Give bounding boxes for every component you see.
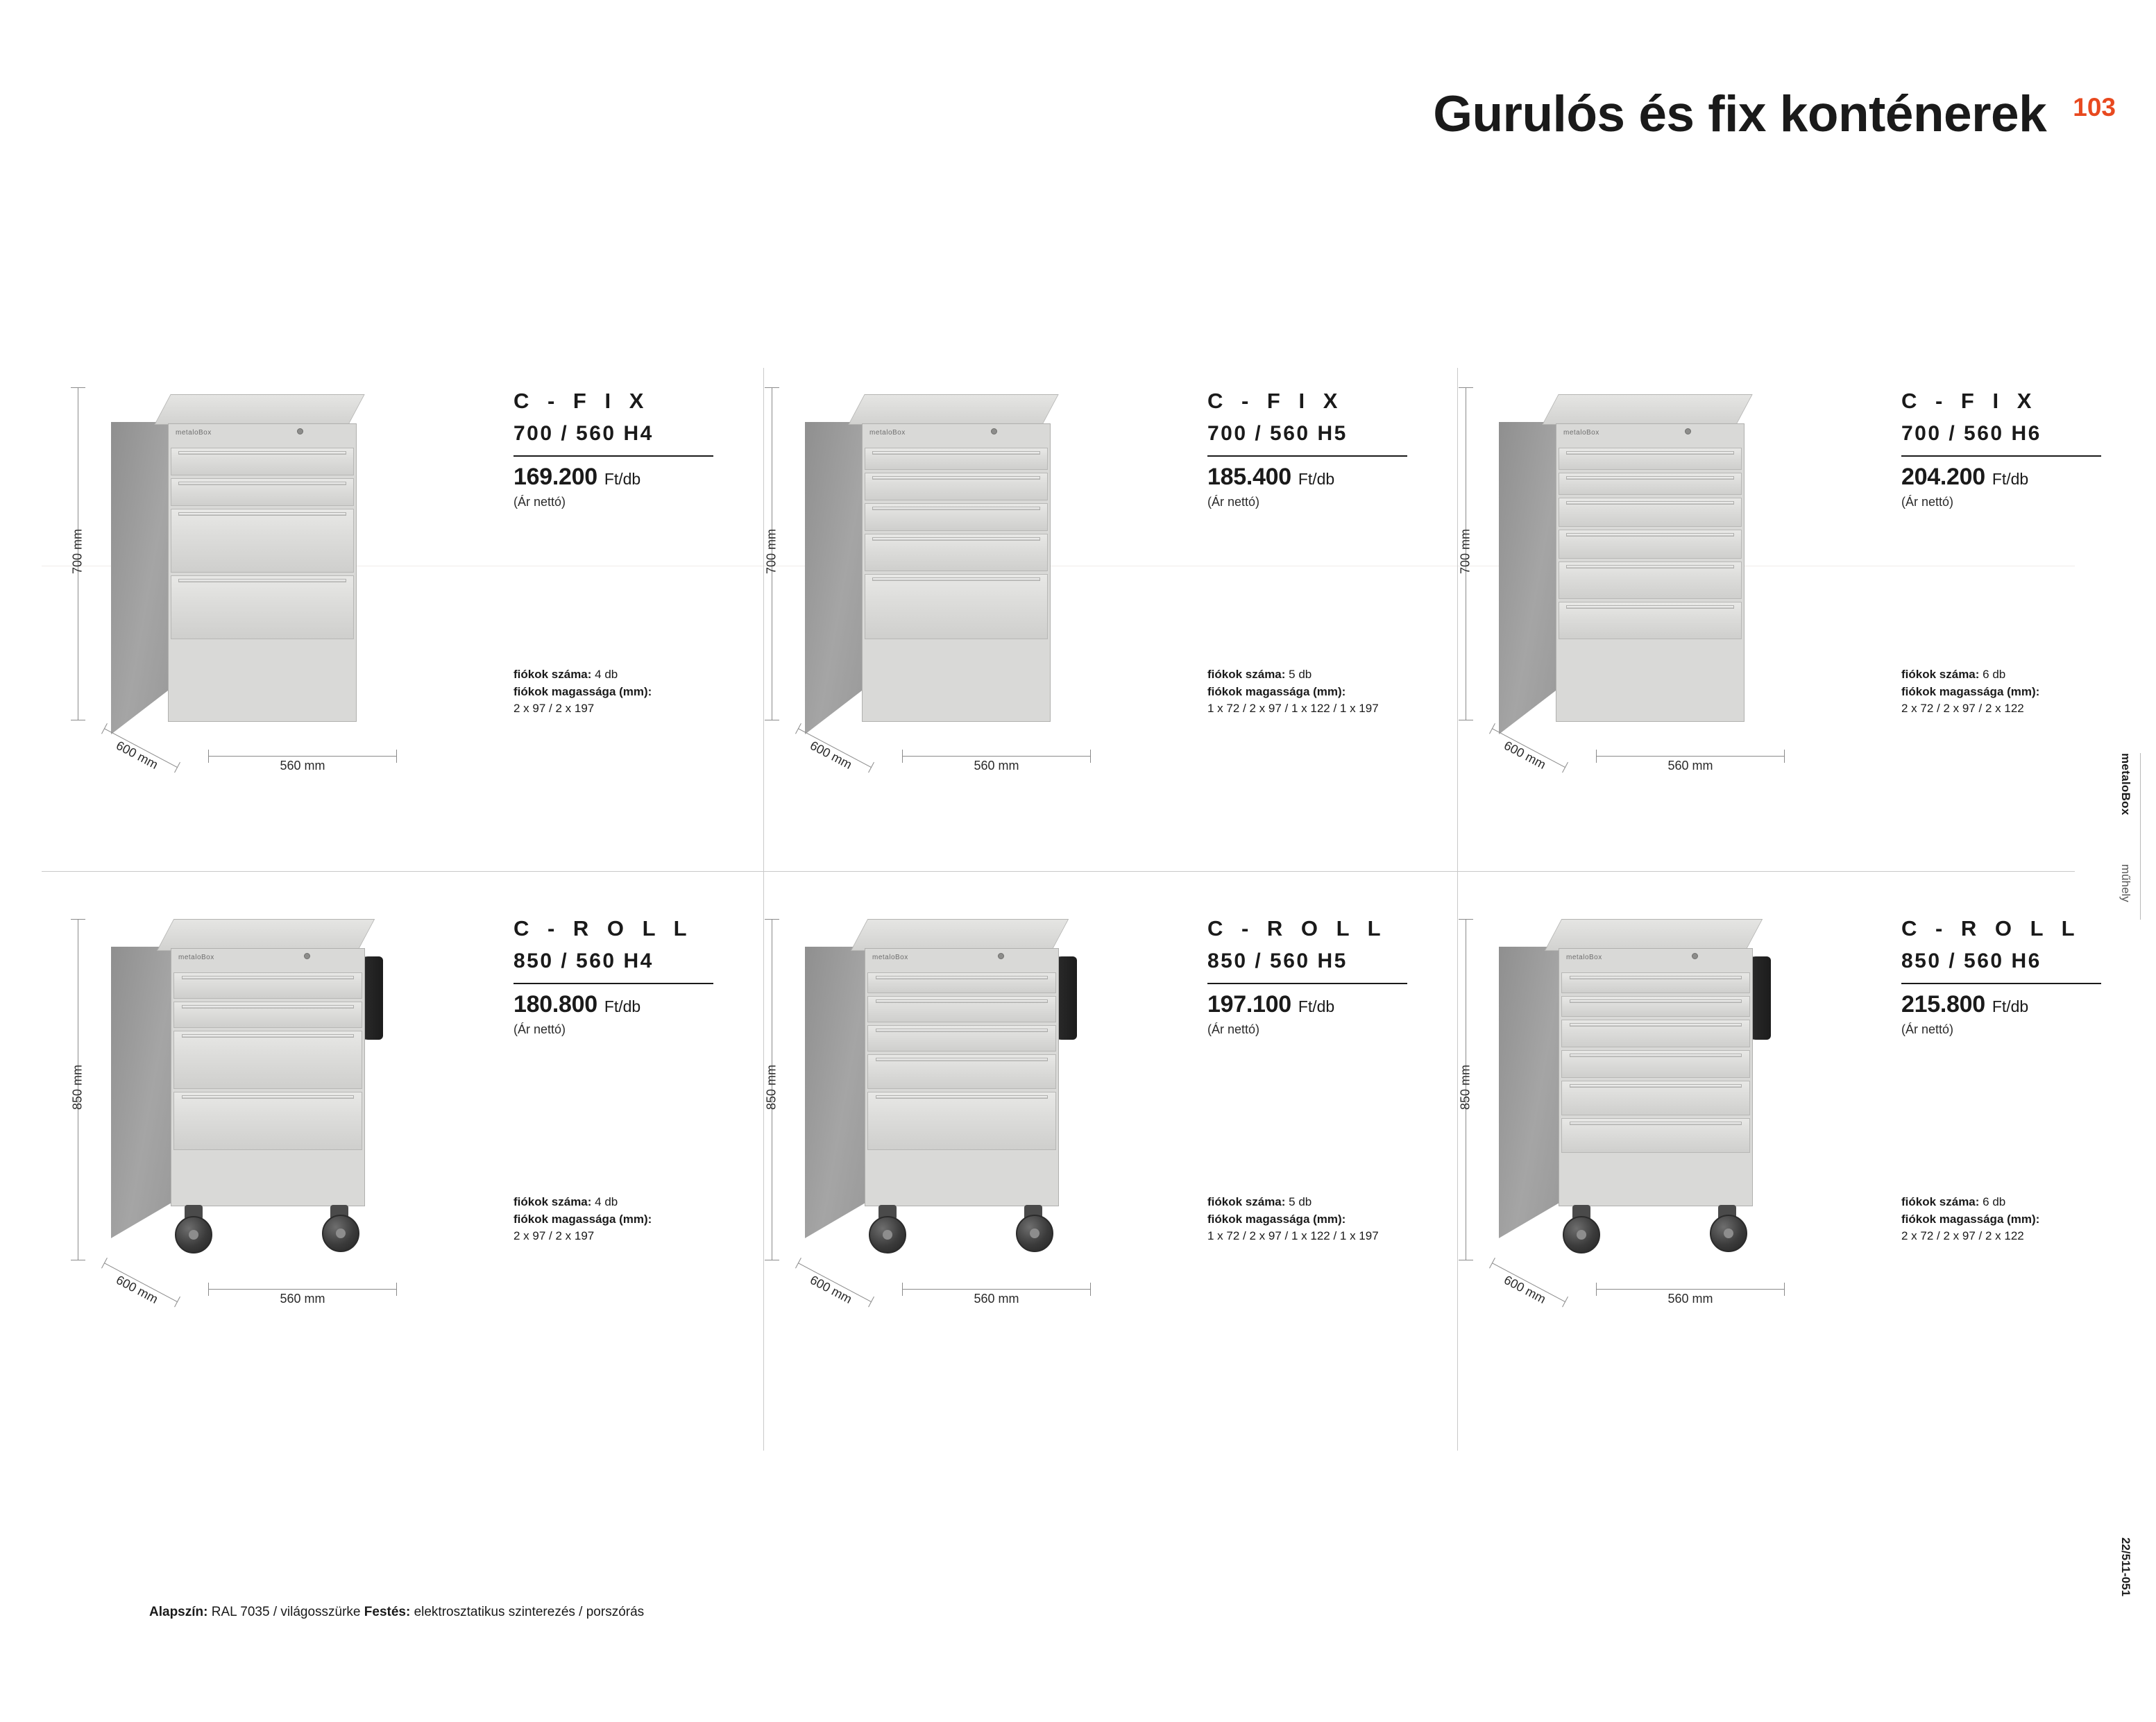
drawer-heights-label: fiókok magassága (mm): bbox=[1901, 684, 2040, 698]
dimension-depth-label: 600 mm bbox=[1502, 738, 1548, 772]
caster-wheel bbox=[1016, 1215, 1053, 1252]
product-card[interactable] bbox=[1429, 368, 2123, 868]
drawer-heights-value: 2 x 72 / 2 x 97 / 2 x 122 bbox=[1901, 1229, 2024, 1243]
product-illustration bbox=[736, 368, 1180, 854]
dimension-depth bbox=[801, 723, 884, 772]
product-model: C - F I X bbox=[1901, 389, 2038, 413]
drawer-heights-value: 1 x 72 / 2 x 97 / 1 x 122 / 1 x 197 bbox=[1207, 1229, 1379, 1243]
drawer[interactable] bbox=[173, 972, 362, 999]
price-row bbox=[1901, 983, 2101, 1018]
drawer-heights-value: 2 x 97 / 2 x 197 bbox=[513, 702, 595, 716]
drawer-count-label: fiókok száma: bbox=[1207, 1195, 1286, 1208]
drawer[interactable] bbox=[1559, 602, 1742, 639]
drawer-count-value: 6 db bbox=[1983, 1195, 2006, 1208]
drawer-heights-label: fiókok magassága (mm): bbox=[1207, 1212, 1346, 1226]
brand-logo: metaloBox bbox=[869, 429, 906, 437]
drawer[interactable] bbox=[171, 478, 354, 506]
dimension-width bbox=[902, 750, 1091, 773]
price-unit: Ft/db bbox=[1992, 997, 2029, 1015]
drawer-count-label: fiókok száma: bbox=[513, 1195, 592, 1208]
drawer-count-label: fiókok száma: bbox=[1901, 668, 1980, 681]
caster-wheel bbox=[175, 1216, 212, 1253]
drawer[interactable] bbox=[1561, 1020, 1750, 1047]
price-unit: Ft/db bbox=[1298, 470, 1335, 488]
side-tab-section: műhely bbox=[2119, 864, 2132, 902]
caster-wheel bbox=[322, 1215, 359, 1252]
product-model: C - F I X bbox=[1207, 389, 1344, 413]
product-model: C - R O L L bbox=[1207, 916, 1387, 940]
dimension-width-label: 560 mm bbox=[280, 759, 325, 773]
lock-icon bbox=[297, 428, 303, 434]
drawer[interactable] bbox=[1559, 498, 1742, 527]
dimension-height bbox=[756, 387, 788, 720]
page-number: 103 bbox=[2073, 93, 2116, 121]
lock-icon bbox=[304, 953, 310, 959]
cabinet-c-fix-h5 bbox=[805, 387, 1096, 734]
lock-icon bbox=[991, 428, 997, 434]
dimension-height bbox=[756, 919, 788, 1260]
price-net-note: (Ár nettó) bbox=[513, 495, 566, 509]
product-model: C - R O L L bbox=[1901, 916, 2081, 940]
dimension-height bbox=[62, 387, 94, 720]
drawer[interactable] bbox=[865, 503, 1048, 531]
cabinet-c-roll-h5 bbox=[805, 911, 1124, 1272]
drawer-heights-label: fiókok magassága (mm): bbox=[513, 684, 652, 698]
drawer-count-label: fiókok száma: bbox=[1901, 1195, 1980, 1208]
drawer-count-value: 4 db bbox=[595, 1195, 618, 1208]
brand-logo: metaloBox bbox=[178, 954, 214, 961]
drawer[interactable] bbox=[1561, 996, 1750, 1017]
dimension-depth-label: 600 mm bbox=[114, 1272, 160, 1306]
dimension-depth bbox=[801, 1258, 884, 1306]
drawer[interactable] bbox=[171, 448, 354, 475]
price-net-note: (Ár nettó) bbox=[513, 1022, 566, 1036]
page-header bbox=[0, 86, 2156, 165]
product-specs bbox=[513, 666, 736, 718]
dimension-depth bbox=[107, 723, 190, 772]
product-specs bbox=[513, 1194, 736, 1245]
dimension-width bbox=[1596, 1283, 1785, 1306]
product-illustration bbox=[1429, 368, 1874, 854]
product-grid bbox=[42, 368, 2081, 1451]
product-size: 700 / 560 H4 bbox=[513, 422, 654, 445]
paint-value: elektrosztatikus szinterezés / porszórás bbox=[414, 1605, 645, 1619]
dimension-depth bbox=[1495, 723, 1578, 772]
drawer[interactable] bbox=[171, 575, 354, 639]
drawer[interactable] bbox=[1561, 1050, 1750, 1078]
drawer-count-value: 5 db bbox=[1289, 1195, 1312, 1208]
price-row bbox=[513, 983, 713, 1018]
product-model: C - F I X bbox=[513, 389, 650, 413]
dimension-height-label: 700 mm bbox=[70, 528, 85, 575]
product-price: 180.800 bbox=[513, 991, 597, 1018]
product-illustration bbox=[42, 895, 486, 1381]
drawer[interactable] bbox=[865, 448, 1048, 470]
price-unit: Ft/db bbox=[1298, 997, 1335, 1015]
drawer-count-value: 4 db bbox=[595, 668, 618, 681]
product-card[interactable] bbox=[42, 368, 736, 868]
caster-wheel bbox=[1710, 1215, 1747, 1252]
grid-divider-horizontal bbox=[42, 871, 2075, 872]
side-tab-divider bbox=[2140, 753, 2141, 920]
brand-logo: metaloBox bbox=[1563, 429, 1599, 437]
cabinet-c-roll-h4 bbox=[111, 911, 430, 1272]
dimension-height-label: 700 mm bbox=[764, 528, 779, 575]
drawer-count-label: fiókok száma: bbox=[1207, 668, 1286, 681]
product-info bbox=[513, 916, 736, 1243]
price-net-note: (Ár nettó) bbox=[1901, 1022, 1954, 1036]
price-row bbox=[1901, 455, 2101, 491]
drawer[interactable] bbox=[173, 1092, 362, 1150]
drawer[interactable] bbox=[865, 473, 1048, 500]
drawer[interactable] bbox=[867, 1092, 1056, 1150]
price-unit: Ft/db bbox=[604, 470, 641, 488]
brand-logo: metaloBox bbox=[1566, 954, 1602, 961]
product-info bbox=[1901, 916, 2123, 1243]
paint-label: Festés: bbox=[364, 1605, 411, 1619]
product-card[interactable] bbox=[736, 368, 1429, 868]
base-color-label: Alapszín: bbox=[149, 1605, 208, 1619]
product-specs bbox=[1901, 1194, 2123, 1245]
product-specs bbox=[1207, 666, 1429, 718]
drawer-count-label: fiókok száma: bbox=[513, 668, 592, 681]
drawer[interactable] bbox=[1559, 473, 1742, 495]
dimension-width-label: 560 mm bbox=[974, 1292, 1019, 1306]
drawer-heights-value: 2 x 72 / 2 x 97 / 2 x 122 bbox=[1901, 702, 2024, 716]
brand-logo: metaloBox bbox=[176, 429, 212, 437]
product-price: 204.200 bbox=[1901, 464, 1985, 490]
lock-icon bbox=[1692, 953, 1698, 959]
dimension-height bbox=[62, 919, 94, 1260]
product-info bbox=[513, 389, 736, 716]
dimension-height-label: 850 mm bbox=[1458, 1064, 1472, 1111]
dimension-height-label: 850 mm bbox=[764, 1064, 779, 1111]
cabinet-c-fix-h6 bbox=[1499, 387, 1790, 734]
price-unit: Ft/db bbox=[1992, 470, 2029, 488]
drawer[interactable] bbox=[1561, 1081, 1750, 1115]
cabinet-c-roll-h6 bbox=[1499, 911, 1818, 1272]
product-price: 215.800 bbox=[1901, 991, 1985, 1018]
footer-note bbox=[149, 1605, 644, 1620]
caster-wheel bbox=[1563, 1216, 1600, 1253]
product-specs bbox=[1901, 666, 2123, 718]
drawer[interactable] bbox=[171, 509, 354, 573]
dimension-depth-label: 600 mm bbox=[1502, 1272, 1548, 1306]
drawer[interactable] bbox=[865, 534, 1048, 571]
drawer[interactable] bbox=[867, 1025, 1056, 1052]
drawer[interactable] bbox=[1559, 530, 1742, 559]
caster-wheel bbox=[869, 1216, 906, 1253]
dimension-depth bbox=[107, 1258, 190, 1306]
price-net-note: (Ár nettó) bbox=[1207, 495, 1260, 509]
price-row bbox=[1207, 455, 1407, 491]
product-card[interactable] bbox=[1429, 895, 2123, 1395]
product-price: 169.200 bbox=[513, 464, 597, 490]
drawer[interactable] bbox=[173, 1002, 362, 1028]
price-net-note: (Ár nettó) bbox=[1207, 1022, 1260, 1036]
product-illustration bbox=[736, 895, 1180, 1381]
product-card[interactable] bbox=[42, 895, 736, 1395]
drawer-heights-label: fiókok magassága (mm): bbox=[513, 1212, 652, 1226]
product-price: 185.400 bbox=[1207, 464, 1291, 490]
drawer-heights-value: 1 x 72 / 2 x 97 / 1 x 122 / 1 x 197 bbox=[1207, 702, 1379, 716]
dimension-width bbox=[902, 1283, 1091, 1306]
product-info bbox=[1207, 916, 1429, 1243]
brand-logo: metaloBox bbox=[872, 954, 908, 961]
product-price: 197.100 bbox=[1207, 991, 1291, 1018]
drawer[interactable] bbox=[1561, 972, 1750, 993]
drawer[interactable] bbox=[865, 574, 1048, 639]
dimension-depth bbox=[1495, 1258, 1578, 1306]
product-info bbox=[1901, 389, 2123, 716]
product-specs bbox=[1207, 1194, 1429, 1245]
dimension-width-label: 560 mm bbox=[1667, 1292, 1713, 1306]
dimension-height-label: 850 mm bbox=[70, 1064, 85, 1111]
cabinet-c-fix-h4 bbox=[111, 387, 402, 734]
product-card[interactable] bbox=[736, 895, 1429, 1395]
dimension-height bbox=[1450, 919, 1482, 1260]
drawer-heights-label: fiókok magassága (mm): bbox=[1901, 1212, 2040, 1226]
product-size: 850 / 560 H5 bbox=[1207, 949, 1348, 972]
lock-icon bbox=[1685, 428, 1691, 434]
product-size: 850 / 560 H6 bbox=[1901, 949, 2042, 972]
drawer[interactable] bbox=[173, 1031, 362, 1089]
dimension-depth-label: 600 mm bbox=[114, 738, 160, 772]
dimension-height-label: 700 mm bbox=[1458, 528, 1472, 575]
drawer[interactable] bbox=[1559, 562, 1742, 599]
product-illustration bbox=[42, 368, 486, 854]
drawer-heights-value: 2 x 97 / 2 x 197 bbox=[513, 1229, 595, 1243]
drawer[interactable] bbox=[1561, 1118, 1750, 1153]
drawer[interactable] bbox=[867, 972, 1056, 993]
drawer-count-value: 6 db bbox=[1983, 668, 2006, 681]
dimension-width bbox=[1596, 750, 1785, 773]
dimension-height bbox=[1450, 387, 1482, 720]
dimension-width-label: 560 mm bbox=[280, 1292, 325, 1306]
lock-icon bbox=[998, 953, 1004, 959]
product-model: C - R O L L bbox=[513, 916, 693, 940]
drawer[interactable] bbox=[867, 1054, 1056, 1089]
drawer[interactable] bbox=[1559, 448, 1742, 470]
dimension-width bbox=[208, 750, 397, 773]
product-size: 700 / 560 H5 bbox=[1207, 422, 1348, 445]
price-row bbox=[513, 455, 713, 491]
price-unit: Ft/db bbox=[604, 997, 641, 1015]
product-size: 850 / 560 H4 bbox=[513, 949, 654, 972]
product-info bbox=[1207, 389, 1429, 716]
dimension-depth-label: 600 mm bbox=[808, 1272, 854, 1306]
dimension-width bbox=[208, 1283, 397, 1306]
dimension-depth-label: 600 mm bbox=[808, 738, 854, 772]
side-phone-code: 22/511-051 bbox=[2119, 1537, 2132, 1597]
drawer-count-value: 5 db bbox=[1289, 668, 1312, 681]
product-illustration bbox=[1429, 895, 1874, 1381]
product-size: 700 / 560 H6 bbox=[1901, 422, 2042, 445]
price-net-note: (Ár nettó) bbox=[1901, 495, 1954, 509]
dimension-width-label: 560 mm bbox=[974, 759, 1019, 773]
price-row bbox=[1207, 983, 1407, 1018]
dimension-width-label: 560 mm bbox=[1667, 759, 1713, 773]
page-title: Gurulós és fix konténerek bbox=[1433, 86, 2047, 142]
side-tab-brand: metaloBox bbox=[2119, 753, 2132, 816]
drawer[interactable] bbox=[867, 996, 1056, 1022]
drawer-heights-label: fiókok magassága (mm): bbox=[1207, 684, 1346, 698]
base-color-value: RAL 7035 / világosszürke bbox=[211, 1605, 361, 1619]
